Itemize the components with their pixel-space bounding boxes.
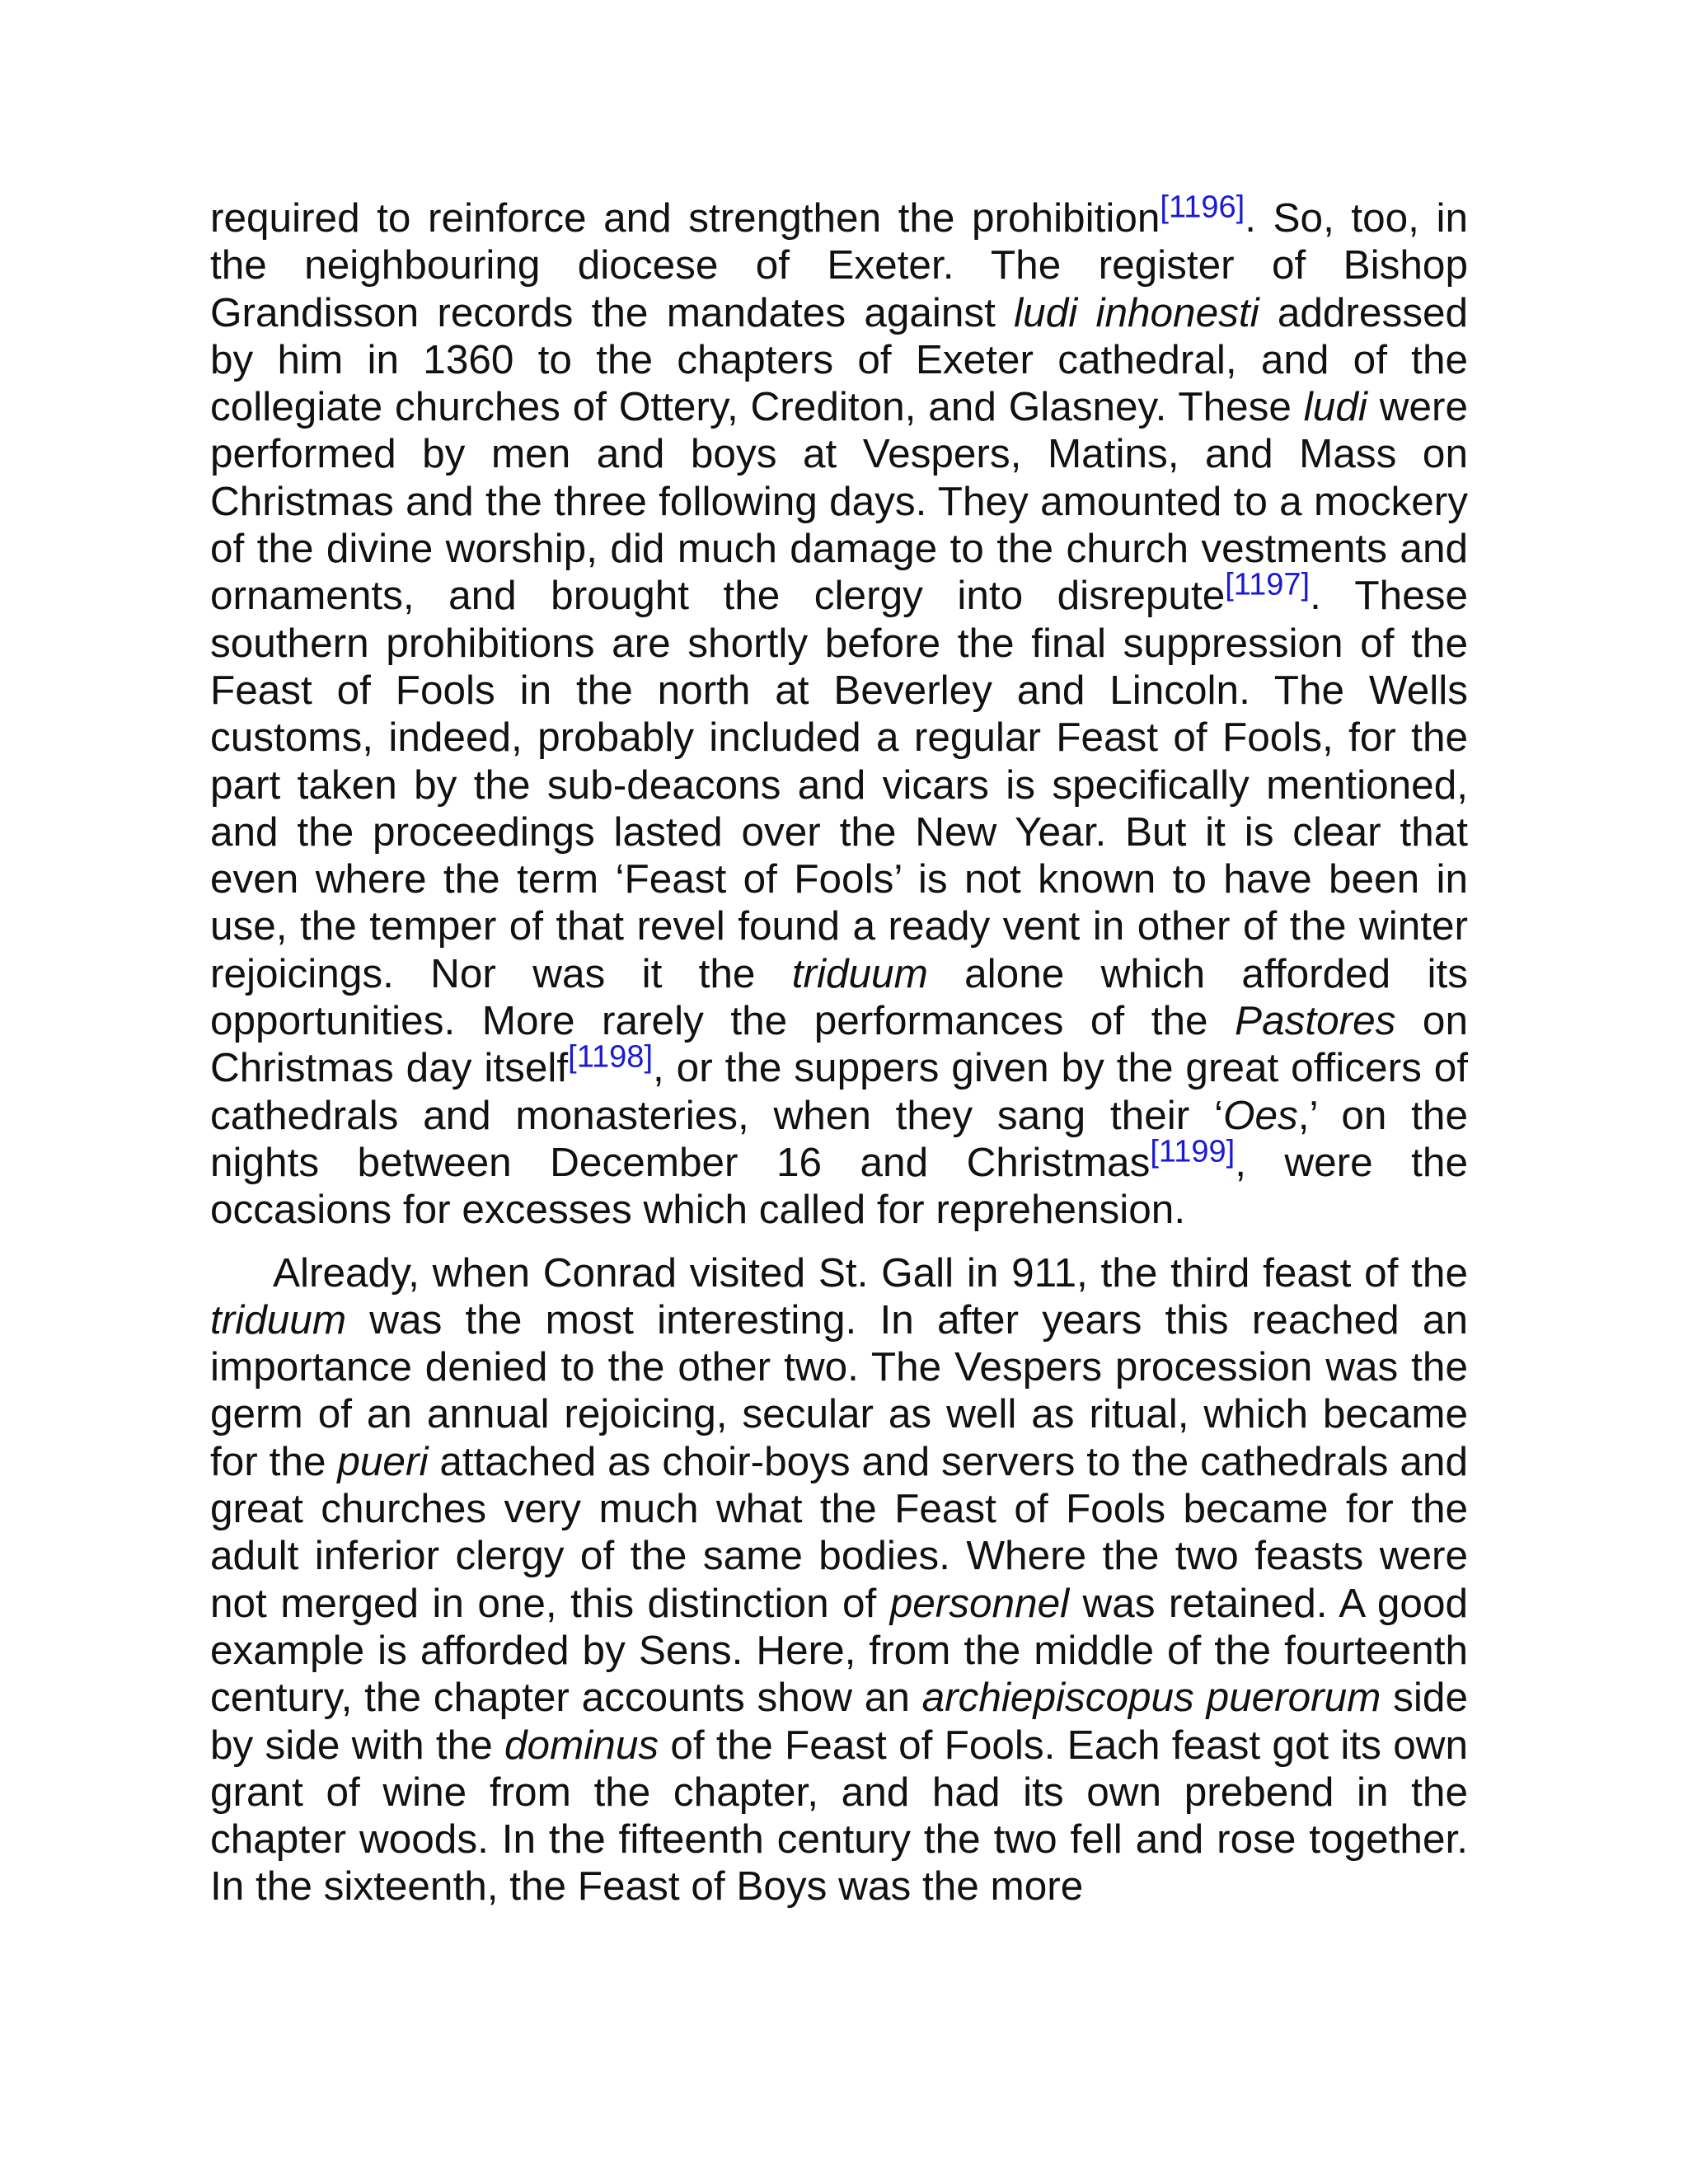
text: addressed by him in 1360 to the chapters of Exeter cathedral, and of the collegiate churches of Ottery, Crediton, and Glasney. These [210, 289, 1469, 430]
text: of the Feast of Fools. Each feast got its own grant of wine from the chapter, and had its own prebend in the chapter woods. In the fifteenth century the two fell and rose together. In the sixteenth, the Feast of Boys was the more [210, 1722, 1468, 1910]
italic-term: Oes [1222, 1092, 1298, 1138]
footnote-link-1197[interactable]: [1197] [1225, 567, 1311, 602]
italic-term: ludi inhonesti [1014, 289, 1259, 335]
footnote-link-1199[interactable]: [1199] [1150, 1134, 1236, 1169]
italic-term: Pastores [1235, 998, 1396, 1044]
footnote-link-1198[interactable]: [1198] [568, 1039, 654, 1075]
text: attached as choir-boys and servers to the cathedrals and great churches very much what the Feast of Fools became for the adult inferior clergy of the same bodies. Where the two feasts were not merged in one, this distinction of [210, 1438, 1468, 1626]
text: on Christmas day itself [210, 998, 1468, 1091]
text: required to reinforce and strengthen the prohibition [210, 195, 1160, 241]
text: side by side with the [210, 1675, 1468, 1768]
italic-term: archiepiscopus puerorum [921, 1675, 1381, 1721]
text: Already, when Conrad visited St. Gall in 911, the third feast of the [273, 1249, 1468, 1296]
italic-term: triduum [791, 950, 928, 996]
text: , were the occasions for excesses which called for reprehension. [210, 1139, 1468, 1233]
text: . So, too, in the neighbouring diocese of Exeter. The register of Bishop Grandisson records the mandates against [210, 195, 1468, 335]
text: , or the suppers given by the great officers of cathedrals and monasteries, when they sang their ‘ [210, 1045, 1468, 1138]
text: were performed by men and boys at Vespers, Matins, and Mass on Christmas and the three following days. They amounted to a mockery of the divine worship, did much damage to the church vestments and ornaments, and brought the clergy into disrepute [210, 384, 1469, 619]
paragraph-2 [210, 1249, 1468, 1910]
page-body [210, 190, 1469, 1910]
italic-term: personnel [889, 1580, 1070, 1626]
footnote-link-1196[interactable]: [1196] [1160, 190, 1245, 225]
italic-term: triduum [210, 1296, 347, 1343]
text: alone which afforded its opportunities. More rarely the performances of the [210, 950, 1468, 1044]
text: was retained. A good example is afforded by Sens. Here, from the middle of the fourteenth century, the chapter accounts show an [210, 1580, 1469, 1721]
italic-term: pueri [337, 1438, 429, 1484]
text: . These southern prohibitions are shortly before the final suppression of the Feast of Fools in the north at Beverley and Lincoln. The Wells customs, indeed, probably included a regular Feast of Fools, for the part taken by the sub-deacons and vicars is specifically mentioned, and the proceedings lasted over the New Year. But it is clear that even where the term ‘Feast of Fools’ is not known to have been in use, the temper of that revel found a ready vent in other of the winter rejoicings. Nor was it the [210, 573, 1469, 996]
italic-term: ludi [1303, 384, 1367, 430]
text: was the most interesting. In after years this reached an importance denied to the other two. The Vespers procession was the germ of an annual rejoicing, secular as well as ritual, which became for the [210, 1296, 1468, 1484]
italic-term: dominus [504, 1722, 659, 1768]
text: ,’ on the nights between December 16 and Christmas [210, 1092, 1468, 1185]
paragraph-1 [210, 190, 1469, 1234]
